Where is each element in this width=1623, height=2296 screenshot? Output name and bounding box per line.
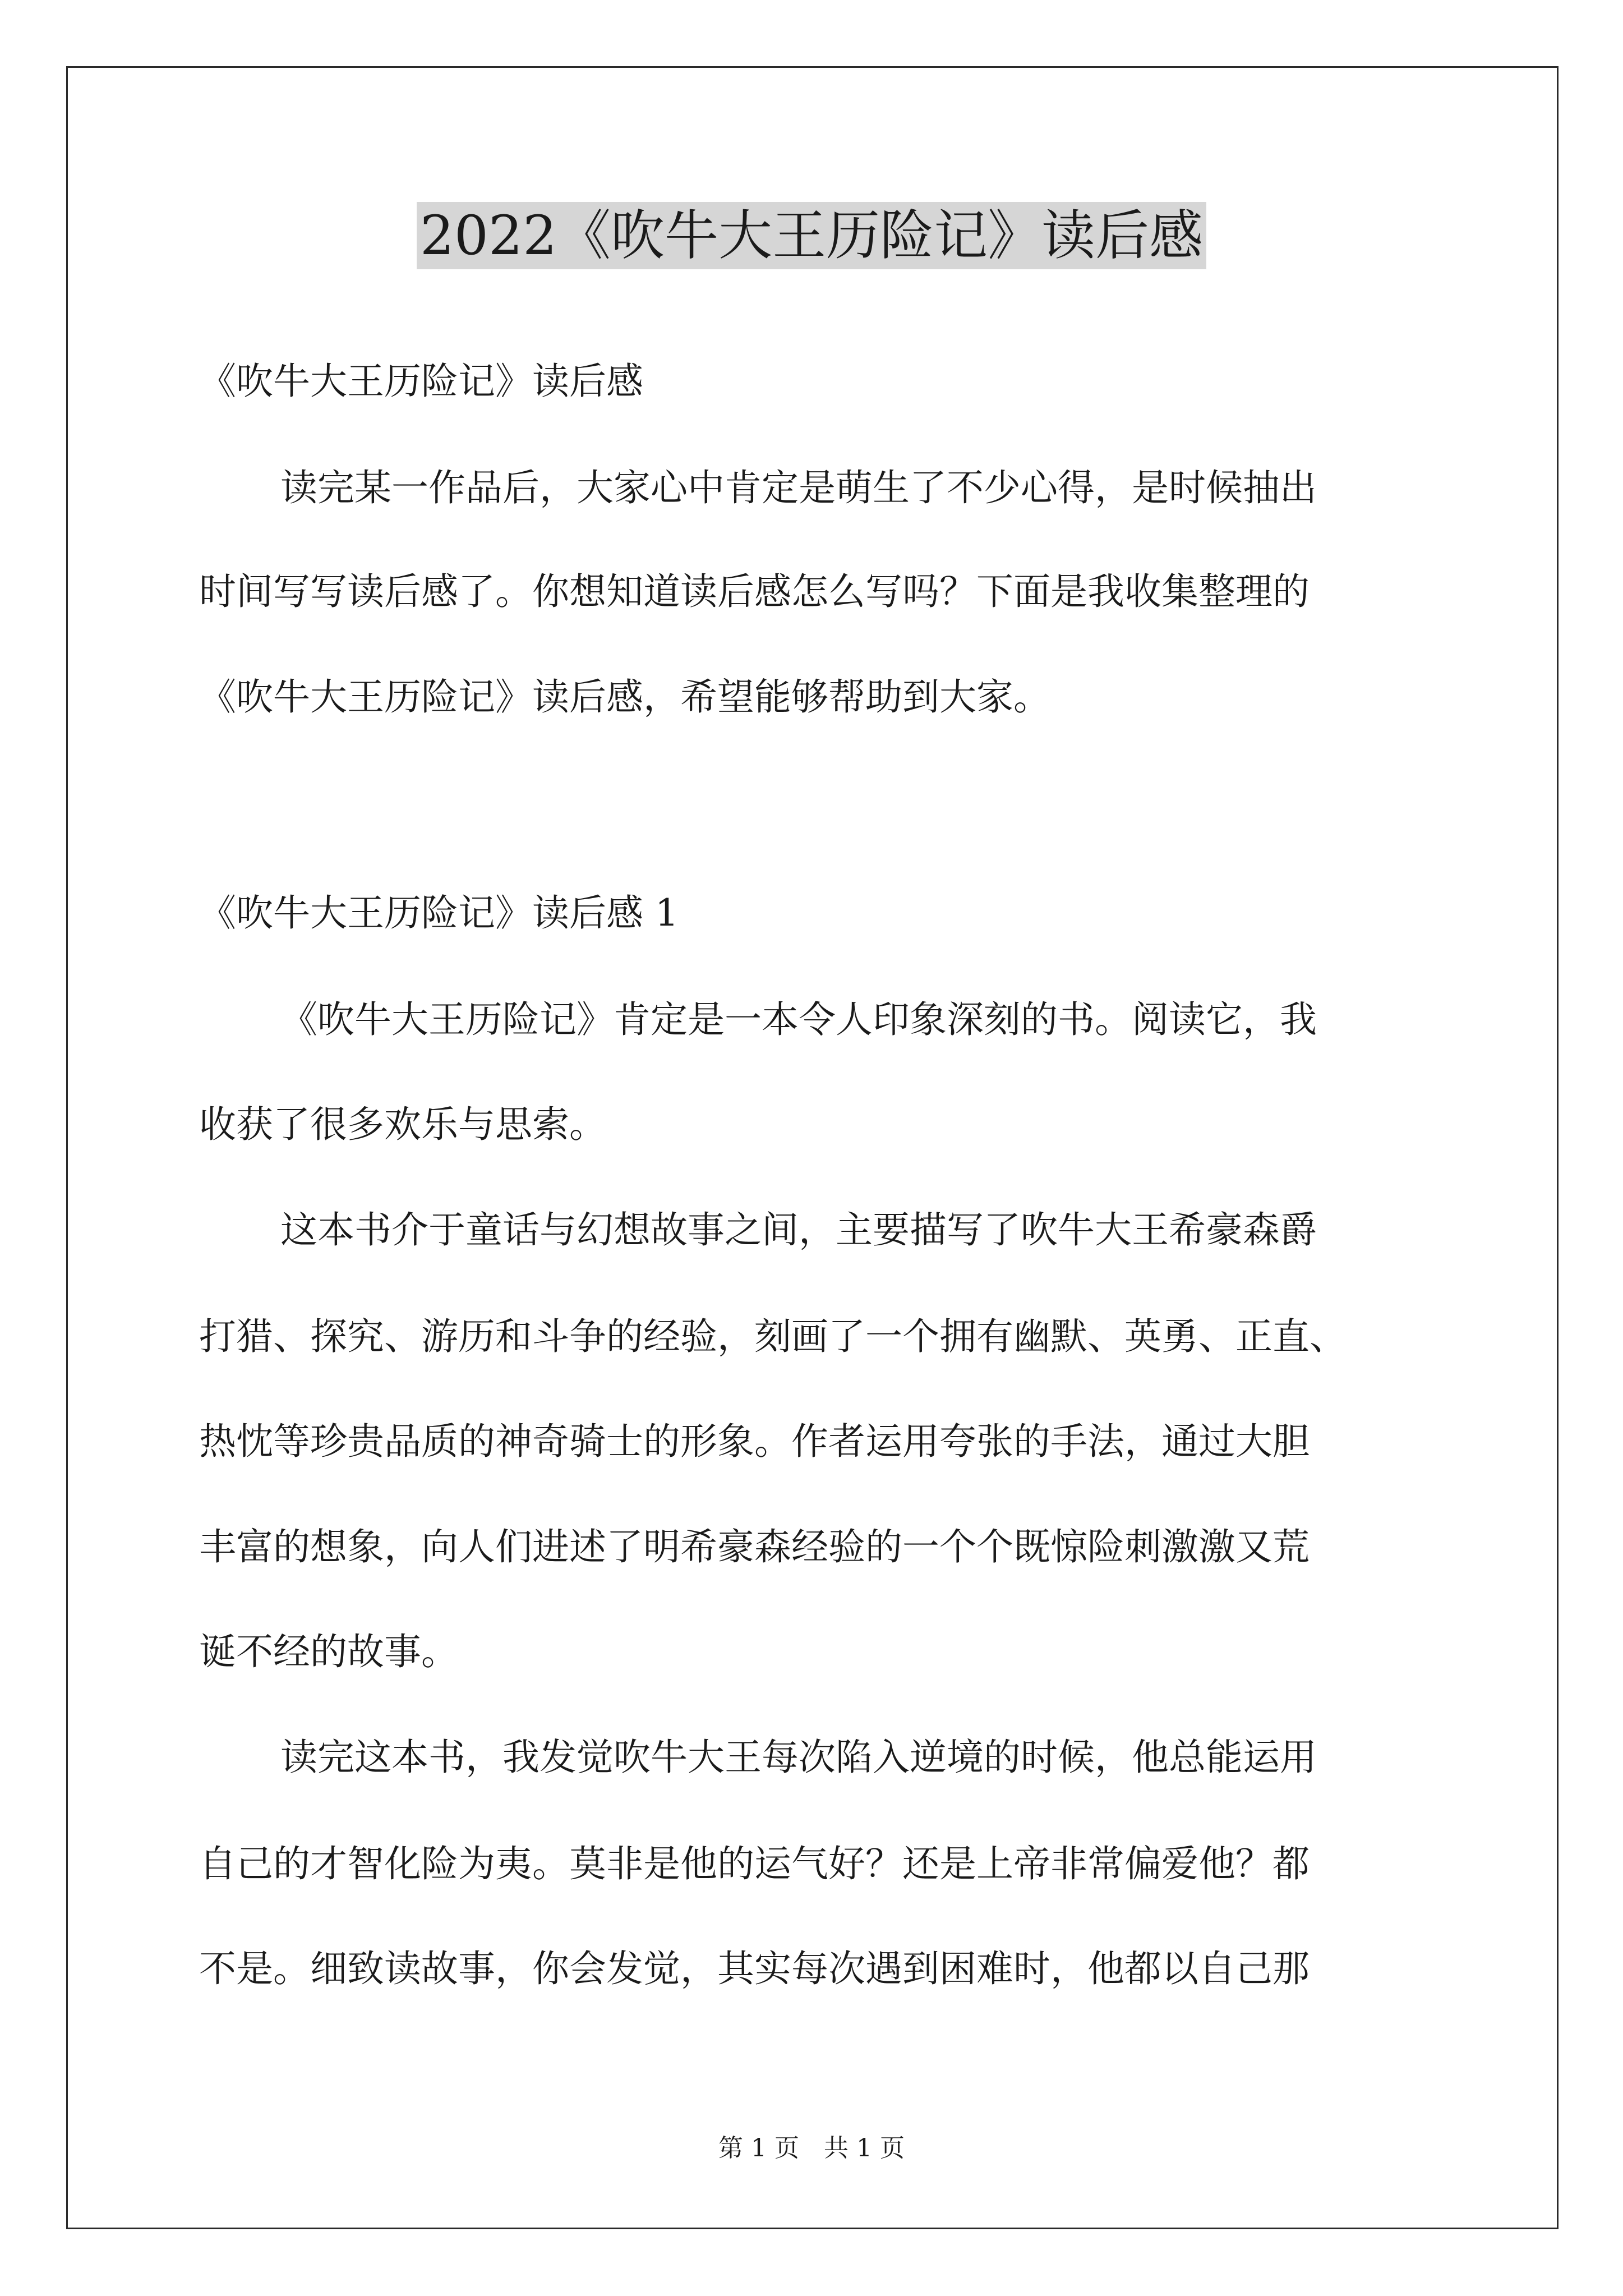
- document-title: [0, 199, 1623, 272]
- paragraph-line: 诞不经的故事。: [199, 1630, 458, 1673]
- paragraph-line: 收获了很多欢乐与思索。: [199, 1103, 606, 1146]
- paragraph-line: 自己的才智化险为夷。莫非是他的运气好？还是上帝非常偏爱他？都: [199, 1842, 1310, 1885]
- paragraph-line: 丰富的想象，向人们进述了明希豪森经验的一个个既惊险刺激激又荒: [199, 1525, 1310, 1568]
- section-heading: 《吹牛大王历险记》读后感 1: [199, 891, 679, 935]
- paragraph-line: 打猎、探究、游历和斗争的经验，刻画了一个拥有幽默、英勇、正直、: [199, 1315, 1347, 1358]
- intro-line: 《吹牛大王历险记》读后感，希望能够帮助到大家。: [199, 675, 1050, 719]
- intro-line: 读完某一作品后，大家心中肯定是萌生了不少心得，是时候抽出: [280, 466, 1317, 509]
- paragraph-line: 读完这本书，我发觉吹牛大王每次陷入逆境的时候，他总能运用: [280, 1736, 1317, 1779]
- paragraph-line: 热忱等珍贵品质的神奇骑士的形象。作者运用夸张的手法，通过大胆: [199, 1420, 1310, 1463]
- page-footer: 第 1 页 共 1 页: [718, 2134, 905, 2162]
- paragraph-line: 不是。细致读故事，你会发觉，其实每次遇到困难时，他都以自己那: [199, 1947, 1310, 1990]
- document-title-text: 2022《吹牛大王历险记》读后感: [417, 202, 1206, 269]
- intro-line: 时间写写读后感了。你想知道读后感怎么写吗？下面是我收集整理的: [199, 570, 1310, 613]
- paragraph-line: 这本书介于童话与幻想故事之间，主要描写了吹牛大王希豪森爵: [280, 1208, 1317, 1251]
- intro-heading: 《吹牛大王历险记》读后感: [199, 360, 643, 403]
- paragraph-line: 《吹牛大王历险记》肯定是一本令人印象深刻的书。阅读它，我: [280, 998, 1317, 1041]
